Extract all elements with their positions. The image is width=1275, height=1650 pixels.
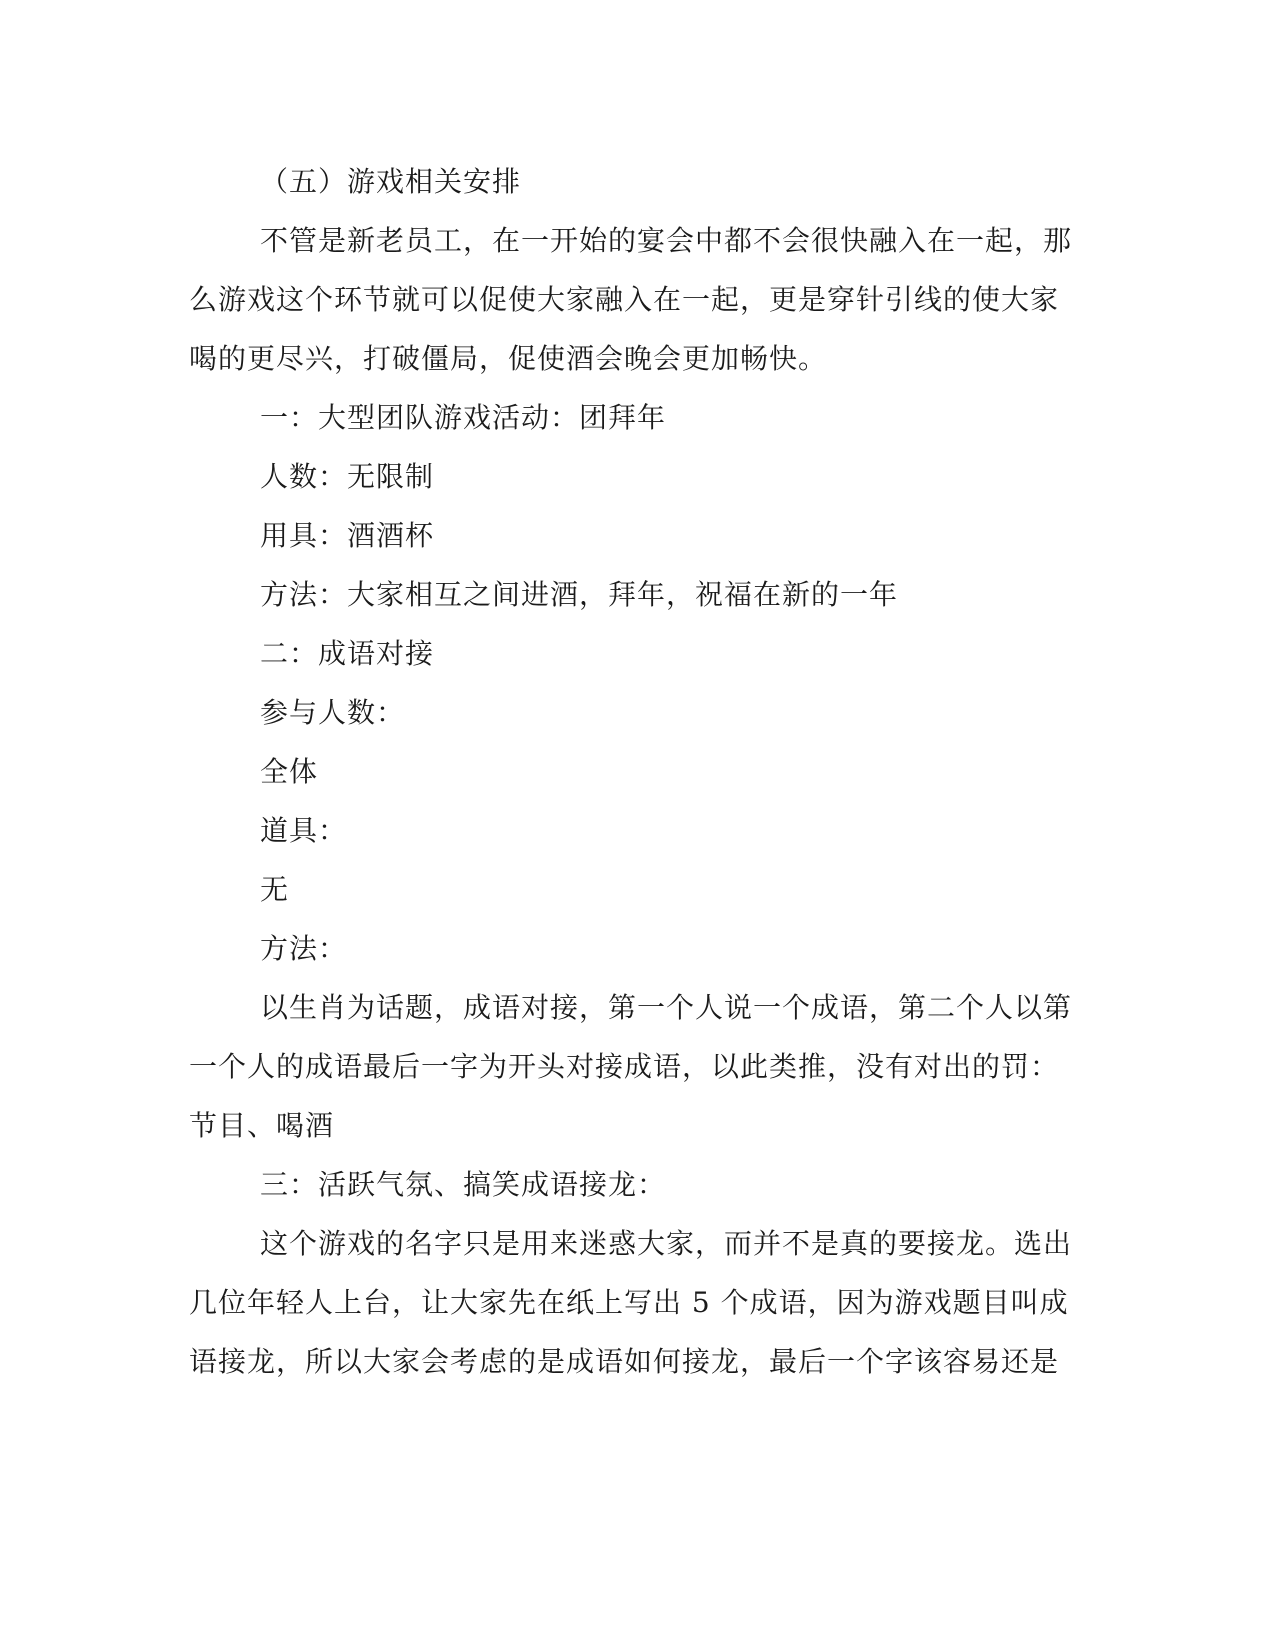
game2-title: 二：成语对接 — [260, 637, 435, 670]
game2-method-line-1: 以生肖为话题，成语对接，第一个人说一个成语，第二个人以第 — [260, 991, 1073, 1024]
game2-method-label: 方法： — [260, 932, 348, 965]
intro-paragraph-line-2: 么游戏这个环节就可以促使大家融入在一起，更是穿针引线的使大家 — [189, 283, 1060, 316]
game3-text-line-3: 语接龙，所以大家会考虑的是成语如何接龙，最后一个字该容易还是 — [189, 1345, 1060, 1378]
game1-tools: 用具：酒酒杯 — [260, 519, 435, 552]
game2-people-label: 参与人数： — [260, 696, 406, 729]
game1-method: 方法：大家相互之间进酒，拜年，祝福在新的一年 — [260, 578, 899, 611]
game1-people: 人数：无限制 — [260, 460, 435, 493]
game3-title: 三：活跃气氛、搞笑成语接龙： — [260, 1168, 667, 1201]
game3-text-line-2: 几位年轻人上台，让大家先在纸上写出 5 个成语，因为游戏题目叫成 — [189, 1286, 1069, 1319]
game2-method-line-2: 一个人的成语最后一字为开头对接成语，以此类推，没有对出的罚： — [189, 1050, 1060, 1083]
intro-paragraph-line-3: 喝的更尽兴，打破僵局，促使酒会晚会更加畅快。 — [189, 342, 828, 375]
game2-props-value: 无 — [260, 873, 290, 906]
game2-props-label: 道具： — [260, 814, 348, 847]
game1-title: 一：大型团队游戏活动：团拜年 — [260, 401, 667, 434]
game2-method-line-3: 节目、喝酒 — [189, 1109, 335, 1142]
game2-people-value: 全体 — [260, 755, 319, 788]
game3-text-line-1: 这个游戏的名字只是用来迷惑大家，而并不是真的要接龙。选出 — [260, 1227, 1073, 1260]
section-heading: （五）游戏相关安排 — [260, 165, 522, 198]
intro-paragraph-line-1: 不管是新老员工，在一开始的宴会中都不会很快融入在一起，那 — [260, 224, 1073, 257]
